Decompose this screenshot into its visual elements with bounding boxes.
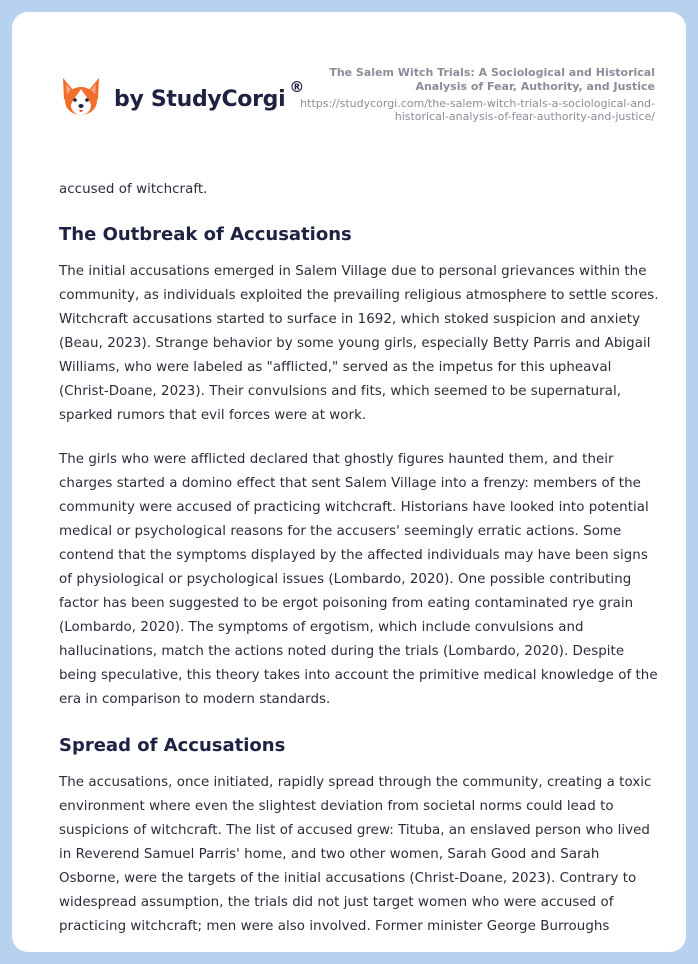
paragraph-continuation: accused of witchcraft. [59, 182, 208, 197]
page-header [12, 12, 686, 162]
paragraph: The girls who were afflicted declared that ghostly figures haunted them, and their charges started a domino effect that sent Salem Village into a frenzy: members of the community were accused of practicing witchcraft. Historians have looked into potential medical or psychological reasons for the accusers' seemingly erratic actions. Some contend that the symptoms displayed by the affected individuals may have been signs of physiological or psychological issues (Lombardo, 2020). One possible contributing factor has been suggested to be ergot poisoning from eating contaminated rye grain (Lombardo, 2020). The symptoms of ergotism, which include convulsions and hallucinations, match the actions noted during the trials (Lombardo, 2020). Despite being speculative, this theory takes into account the primitive medical knowledge of the era in comparison to modern standards. [59, 452, 658, 707]
logo-wordmark: by StudyCorgi [114, 86, 286, 112]
section-heading-spread: Spread of Accusations [59, 735, 286, 756]
studycorgi-logo[interactable] [60, 76, 304, 120]
document-body [59, 178, 659, 952]
corgi-icon [60, 76, 102, 120]
paragraph: The initial accusations emerged in Salem Village due to personal grievances within the community, as individuals exploited the prevailing religious atmosphere to settle scores. Witchcraft accusations started to surface in 1692, which stoked suspicion and anxiety (Beau, 2023). Strange behavior by some young girls, especially Betty Parris and Abigail Williams, who were labeled as "afflicted," served as the impetus for this upheaval (Christ-Doane, 2023). Their convulsions and fits, which seemed to be supernatural, sparked rumors that evil forces were at work. [59, 264, 659, 423]
document-page [12, 12, 686, 952]
document-meta [295, 66, 655, 123]
section-heading-outbreak: The Outbreak of Accusations [59, 224, 352, 245]
paragraph: The accusations, once initiated, rapidly spread through the community, creating a toxic environment where even the slightest deviation from societal norms could lead to suspicions of witchcraft. The list of accused grew: Tituba, an enslaved person who lived in Reverend Samuel Parris' home, and two other women, Sarah Good and Sarah Osborne, were the targets of the initial accusations (Christ-Doane, 2023). Contrary to widespread assumption, the trials did not just target women who were accused of practicing witchcraft; men were also involved. Former minister George Burroughs [59, 775, 652, 934]
registered-mark: ® [289, 78, 305, 96]
document-url[interactable]: https://studycorgi.com/the-salem-witch-trials-a-sociological-and-historical-analysis-of-fear-authority-and-justice/ [300, 97, 655, 123]
document-title: The Salem Witch Trials: A Sociological and Historical Analysis of Fear, Authority, and Justice [329, 66, 655, 93]
